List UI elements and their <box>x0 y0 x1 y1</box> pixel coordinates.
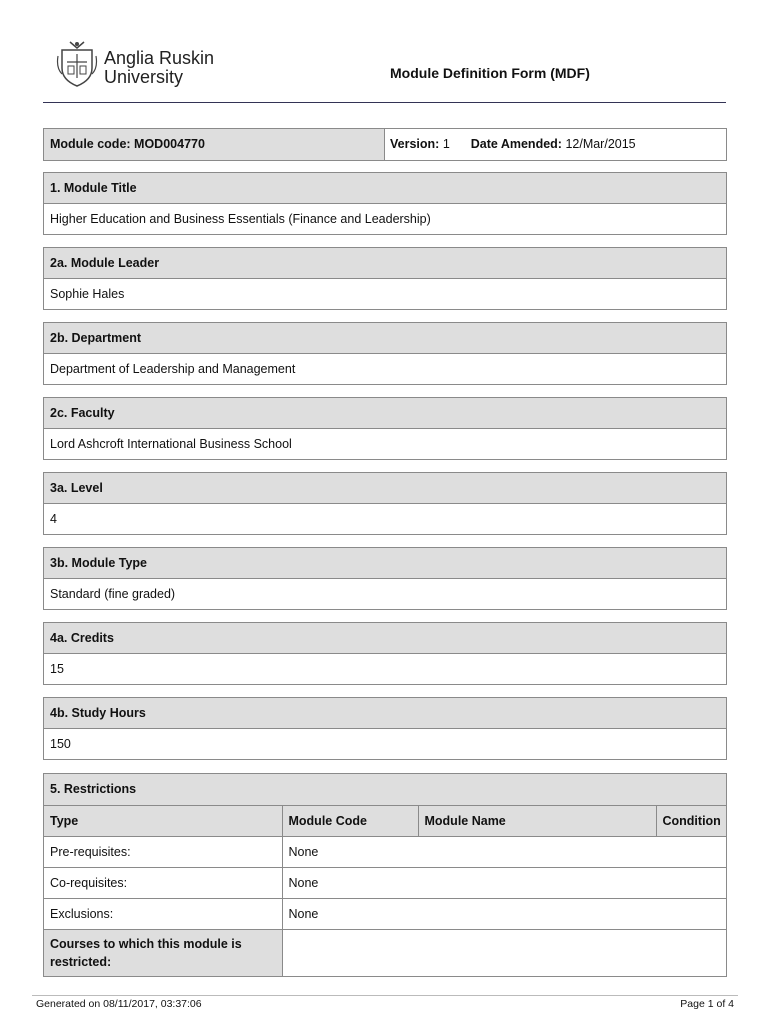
section-level <box>43 472 727 535</box>
section-study-hours <box>43 697 727 760</box>
section-value: Lord Ashcroft International Business School <box>50 437 292 451</box>
date-amended-value: 12/Mar/2015 <box>565 137 636 151</box>
section-heading: 3b. Module Type <box>44 548 726 579</box>
section-value: 150 <box>50 737 71 751</box>
section-heading: 1. Module Title <box>44 173 726 204</box>
module-code-row <box>43 128 727 161</box>
restriction-code: None <box>282 868 726 899</box>
column-header-module-name: Module Name <box>418 806 656 837</box>
table-header-row <box>44 806 726 837</box>
university-logo <box>56 40 236 90</box>
table-row <box>44 930 726 977</box>
restriction-type: Co-requisites: <box>44 868 282 899</box>
section-heading: 3a. Level <box>44 473 726 504</box>
module-code-cell: Module code: MOD004770 <box>44 129 385 160</box>
courses-restricted-value <box>282 930 726 977</box>
header-divider <box>43 102 726 103</box>
section-department <box>43 322 727 385</box>
table-row <box>44 868 726 899</box>
courses-restricted-label: Courses to which this module is restricted: <box>44 930 282 977</box>
section-heading: 5. Restrictions <box>44 774 726 806</box>
crest-icon <box>56 40 98 88</box>
section-value: Standard (fine graded) <box>50 587 176 601</box>
section-value: Department of Leadership and Management <box>50 362 296 376</box>
column-header-module-code: Module Code <box>282 806 418 837</box>
restrictions-table <box>44 806 726 976</box>
document-title: Module Definition Form (MDF) <box>390 65 590 81</box>
section-faculty <box>43 397 727 460</box>
footer-divider <box>32 995 738 996</box>
section-heading: 2b. Department <box>44 323 726 354</box>
section-value: Sophie Hales <box>50 287 125 301</box>
section-module-leader <box>43 247 727 310</box>
section-value: 15 <box>50 662 64 676</box>
section-value: Higher Education and Business Essentials (Finance and Leadership) <box>50 212 431 226</box>
section-credits <box>43 622 727 685</box>
version-label: Version: <box>390 137 440 151</box>
section-value: 4 <box>50 512 57 526</box>
restrictions-section <box>43 773 727 977</box>
version-value: 1 <box>442 137 450 151</box>
version-cell <box>385 129 726 160</box>
section-module-title <box>43 172 727 235</box>
column-header-type: Type <box>44 806 282 837</box>
table-row <box>44 837 726 868</box>
page-number: Page 1 of 4 <box>680 998 734 1010</box>
restriction-code: None <box>282 899 726 930</box>
restriction-code: None <box>282 837 726 868</box>
document-header <box>0 0 770 104</box>
section-heading: 2a. Module Leader <box>44 248 726 279</box>
section-heading: 2c. Faculty <box>44 398 726 429</box>
university-name: Anglia Ruskin University <box>104 48 215 87</box>
section-module-type <box>43 547 727 610</box>
restriction-type: Exclusions: <box>44 899 282 930</box>
column-header-condition: Condition <box>656 806 726 837</box>
section-heading: 4b. Study Hours <box>44 698 726 729</box>
table-row <box>44 899 726 930</box>
date-amended-label: Date Amended: <box>470 137 562 151</box>
generated-timestamp: Generated on 08/11/2017, 03:37:06 <box>36 998 202 1010</box>
section-heading: 4a. Credits <box>44 623 726 654</box>
restriction-type: Pre-requisites: <box>44 837 282 868</box>
